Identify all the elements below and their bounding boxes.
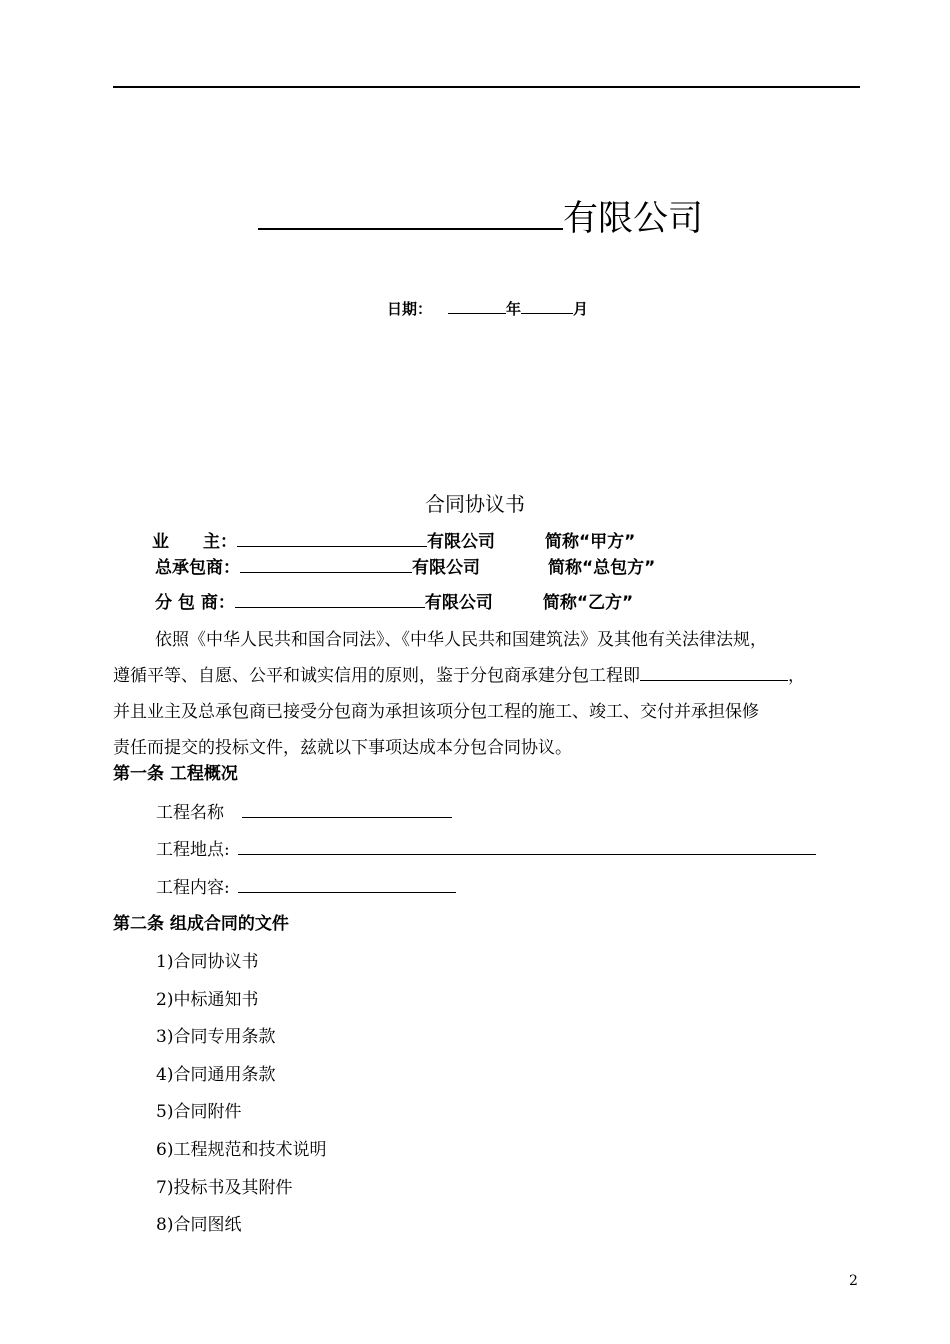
- document-list-item: 6)工程规范和技术说明: [156, 1140, 327, 1160]
- document-list-item: 3)合同专用条款: [156, 1027, 276, 1047]
- document-list-item: 4)合同通用条款: [156, 1065, 276, 1085]
- year-blank: [448, 298, 506, 314]
- field-label: 工程地点:: [156, 840, 230, 860]
- company-name-blank: [258, 190, 563, 230]
- document-list-item: 8)合同图纸: [156, 1215, 242, 1235]
- party-role: 总承包商：: [155, 558, 240, 578]
- party-short-name: 简称“甲方”: [545, 532, 636, 552]
- intro-line-2-comma: ，: [788, 666, 805, 686]
- party-short-name: 简称“总包方”: [548, 558, 656, 578]
- field-label: 工程内容:: [156, 878, 230, 898]
- article2-heading: 第二条 组成合同的文件: [113, 914, 289, 934]
- party-role: 业 主：: [152, 532, 237, 552]
- document-list-item: 5)合同附件: [156, 1102, 242, 1122]
- date-line: [387, 298, 588, 319]
- intro-line-3: 并且业主及总承包商已接受分包商为承担该项分包工程的施工、竣工、交付并承担保修: [113, 702, 759, 722]
- field-blank: [242, 800, 452, 818]
- company-suffix: 有限公司: [563, 199, 704, 239]
- header-rule: [113, 86, 860, 88]
- field-blank: [238, 837, 816, 855]
- article1-heading: 第一条 工程概况: [113, 764, 238, 784]
- field-project-location: [156, 837, 816, 862]
- month-blank: [521, 298, 573, 314]
- party-short-name: 简称“乙方”: [542, 593, 634, 613]
- document-list-item: 7)投标书及其附件: [156, 1178, 293, 1198]
- field-blank: [238, 875, 456, 893]
- field-project-name: [156, 800, 452, 825]
- party-name-blank: [237, 529, 427, 547]
- party-company-suffix: 有限公司: [427, 532, 495, 552]
- month-label: 月: [573, 300, 589, 318]
- party-name-blank: [240, 555, 412, 573]
- document-list-item: 2)中标通知书: [156, 990, 259, 1010]
- date-label: 日期：: [387, 300, 433, 318]
- party-name-blank: [235, 590, 425, 608]
- party-company-suffix: 有限公司: [424, 593, 493, 613]
- page-number: 2: [849, 1273, 858, 1289]
- field-project-content: [156, 875, 456, 900]
- year-label: 年: [506, 300, 522, 318]
- party-subcontractor-line: [155, 590, 633, 615]
- intro-line-4: 责任而提交的投标文件，兹就以下事项达成本分包合同协议。: [113, 738, 572, 758]
- company-name-heading: [258, 190, 703, 242]
- document-list-item: 1)合同协议书: [156, 952, 259, 972]
- intro-line-1: 依照《中华人民共和国合同法》、《中华人民共和国建筑法》及其他有关法律法规，: [155, 630, 767, 650]
- project-name-blank: [640, 663, 788, 681]
- agreement-title: 合同协议书: [425, 492, 525, 516]
- intro-line-2: [113, 658, 873, 694]
- intro-paragraph: [113, 622, 873, 766]
- field-label: 工程名称: [156, 803, 224, 823]
- party-owner-line: [152, 529, 635, 554]
- party-general-contractor-line: [155, 555, 655, 580]
- party-role: 分 包 商：: [155, 593, 235, 613]
- party-company-suffix: 有限公司: [412, 558, 480, 578]
- intro-line-2-text: 遵循平等、自愿、公平和诚实信用的原则，鉴于分包商承建分包工程即: [113, 666, 640, 686]
